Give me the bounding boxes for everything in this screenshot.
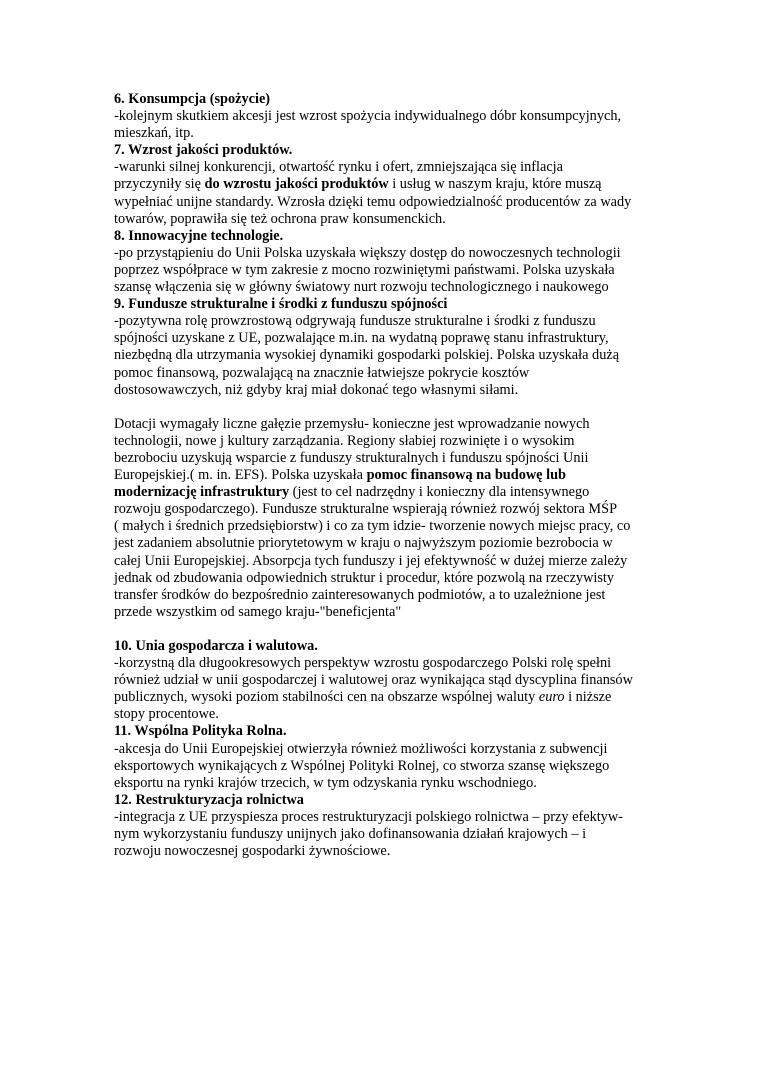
text-line: transfer środków do bezpośrednio zainteresowanych podmiotów, a to uzależnione jest — [114, 586, 606, 603]
document-body — [114, 91, 659, 860]
section-heading: 10. Unia gospodarcza i walutowa. — [114, 638, 318, 654]
text-line: -kolejnym skutkiem akcesji jest wzrost spożycia indywidualnego dóbr konsumpcyjnych, — [114, 108, 622, 125]
text-line: pomoc finansową, pozwalającą na znacznie łatwiejsze pokrycie kosztów — [114, 364, 530, 381]
text-line: -pozytywna rolę prowzrostową odgrywają fundusze strukturalne i środki z funduszu — [114, 313, 596, 330]
bold-phrase: pomoc finansową na budowę lub — [366, 467, 566, 484]
text-run: i usług w naszym kraju, które muszą — [388, 176, 602, 193]
section-8 — [114, 228, 659, 296]
text-line: towarów, poprawiła się też ochrona praw konsumenckich. — [114, 210, 446, 227]
bold-phrase: modernizację infrastruktury — [114, 484, 290, 501]
text-line — [114, 484, 659, 501]
text-line: całej Unii Europejskiej. Absorpcja tych funduszy i jej efektywność w dużej mierze zależy — [114, 552, 628, 569]
section-heading: 8. Innowacyjne technologie. — [114, 227, 284, 244]
text-line: -korzystną dla długookresowych perspektyw wzrostu gospodarczego Polski rolę spełni — [114, 655, 612, 672]
italic-word: euro — [538, 689, 565, 706]
section-heading: 7. Wzrost jakości produktów. — [114, 142, 293, 159]
section-10 — [114, 638, 659, 723]
text-line: mieszkań, itp. — [114, 125, 194, 142]
text-line: jest zadaniem absolutnie priorytetowym w kraju o najwyższym poziomie bezrobocia w — [114, 535, 613, 552]
text-line — [114, 176, 659, 193]
text-line: -po przystąpieniu do Unii Polska uzyskała większy dostęp do nowoczesnych technologii — [114, 244, 621, 261]
section-12 — [114, 792, 659, 860]
text-line: stopy procentowe. — [114, 706, 219, 723]
blank-line — [114, 399, 659, 416]
section-6 — [114, 91, 659, 142]
section-7 — [114, 142, 659, 227]
text-run: publicznych, wysoki poziom stabilności cen na obszarze wspólnej waluty — [114, 689, 539, 706]
section-11 — [114, 723, 659, 791]
text-line: eksportu na rynki krajów trzecich, w tym odzyskania rynku wschodniego. — [114, 774, 537, 791]
text-line: rozwoju gospodarczego). Fundusze strukturalne wspierają również rozwój sektora MŚP — [114, 501, 618, 518]
text-line: poprzez współprace w tym zakresie z mocno rozwiniętymi państwami. Polska uzyskała — [114, 261, 615, 278]
section-heading: 11. Wspólna Polityka Rolna. — [114, 723, 287, 740]
text-line: jednak od zbudowania odpowiednich struktur i procedur, które pozwolą na rzeczywisty — [114, 569, 615, 586]
text-line: ( małych i średnich przedsiębiorstw) i co za tym idzie- tworzenie nowych miejsc pracy, co — [114, 518, 631, 535]
text-run: (jest to cel nadrzędny i konieczny dla intensywnego — [289, 484, 590, 501]
blank-line — [114, 621, 659, 638]
text-line: eksportowych wynikających z Wspólnej Polityki Rolnej, co stworza szansę większego — [114, 757, 610, 774]
text-run: przyczyniły się — [114, 176, 205, 193]
text-line: również udział w unii gospodarczej i walutowej oraz wynikająca stąd dyscyplina finansów — [114, 672, 633, 689]
text-line: dostosowawczych, niż gdyby kraj miał dokonać tego własnymi siłami. — [114, 381, 519, 398]
text-line: -integracja z UE przyspiesza proces restrukturyzacji polskiego rolnictwa – przy efektyw- — [114, 808, 623, 825]
section-heading: 9. Fundusze strukturalne i środki z funduszu spójności — [114, 296, 448, 313]
text-line: Dotacji wymagały liczne gałęzie przemysłu- konieczne jest wprowadzanie nowych — [114, 415, 590, 432]
text-run: Europejskiej.( m. in. EFS). Polska uzyskała — [114, 467, 367, 484]
text-line — [114, 467, 659, 484]
section-heading: 6. Konsumpcja (spożycie) — [114, 91, 271, 107]
text-line — [114, 689, 659, 706]
text-line: -warunki silnej konkurencji, otwartość rynku i ofert, zmniejszająca się inflacja — [114, 159, 563, 176]
text-line: spójności uzyskane z UE, pozwalające m.in. na wydatną poprawę stanu infrastruktury, — [114, 330, 609, 347]
text-line: wypełniać unijne standardy. Wzrosła dzięki temu odpowiedzialność producentów za wady — [114, 193, 632, 210]
text-line: -akcesja do Unii Europejskiej otwierzyła również możliwości korzystania z subwencji — [114, 740, 608, 757]
bold-phrase: do wzrostu jakości produktów — [204, 176, 389, 193]
text-run: i niższe — [564, 689, 612, 706]
section-9 — [114, 296, 659, 399]
text-line: rozwoju nowoczesnej gospodarki żywnościowe. — [114, 843, 391, 860]
text-line: niezbędną dla utrzymania wysokiej dynamiki gospodarki polskiej. Polska uzyskała dużą — [114, 347, 620, 364]
text-line: bezrobociu uzyskują wsparcie z funduszy strukturalnych i funduszu spójności Unii — [114, 449, 589, 466]
section-heading: 12. Restrukturyzacja rolnictwa — [114, 791, 304, 808]
text-line: nym wykorzystaniu funduszy unijnych jako dofinansowania działań krajowych – i — [114, 826, 587, 843]
paragraph-dotacje — [114, 416, 659, 621]
text-line: szansę włączenia się w główny światowy nurt rozwoju technologicznego i naukowego — [114, 279, 609, 296]
text-line: technologii, nowe j kultury zarządzania. Regiony słabiej rozwinięte i o wysokim — [114, 432, 575, 449]
text-line: przede wszystkim od samego kraju-"beneficjenta" — [114, 603, 402, 620]
